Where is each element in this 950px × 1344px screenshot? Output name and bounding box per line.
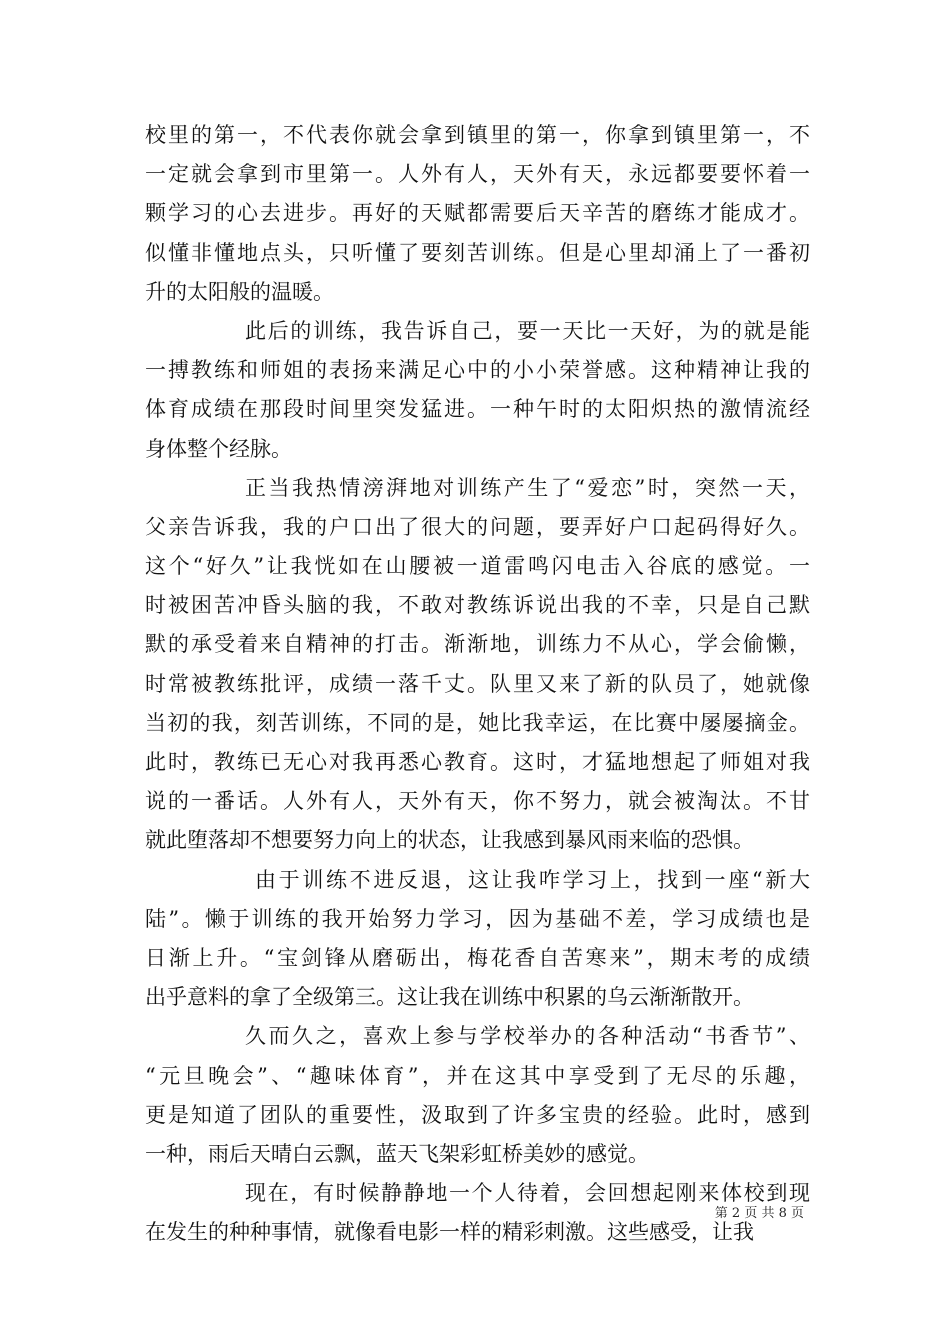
page-number-footer: 第 2 页 共 8 页 bbox=[714, 1206, 804, 1221]
text-line: 出乎意料的拿了全级第三。这让我在训练中积累的乌云渐渐散开。 bbox=[145, 985, 754, 1010]
text-line: 陆”。懒于训练的我开始努力学习，因为基础不差，学习成绩也是 bbox=[145, 906, 810, 931]
text-line: 说的一番话。人外有人，天外有天，你不努力，就会被淘汰。不甘 bbox=[145, 789, 810, 814]
body-text bbox=[145, 116, 810, 1252]
text-line: 时常被教练批评，成绩一落千丈。队里又来了新的队员了，她就像 bbox=[145, 671, 810, 696]
text-line: 当初的我，刻苦训练，不同的是，她比我幸运，在比赛中屡屡摘金。 bbox=[145, 710, 810, 735]
paragraph-first-line: 正当我热情滂湃地对训练产生了“爱恋”时，突然一天， bbox=[245, 475, 810, 500]
text-line: “元旦晚会”、“趣味体育”，并在这其中享受到了无尽的乐趣， bbox=[145, 1063, 810, 1088]
text-line: 父亲告诉我，我的户口出了很大的问题，要弄好户口起码得好久。 bbox=[145, 514, 810, 539]
text-line: 在发生的种种事情，就像看电影一样的精彩刺激。这些感受，让我 bbox=[145, 1220, 754, 1245]
text-line: 体育成绩在那段时间里突发猛进。一种午时的太阳炽热的激情流经 bbox=[145, 397, 810, 422]
text-line: 默的承受着来自精神的打击。渐渐地，训练力不从心，学会偷懒， bbox=[145, 632, 810, 657]
text-line: 就此堕落却不想要努力向上的状态，让我感到暴风雨来临的恐惧。 bbox=[145, 828, 754, 853]
text-line: 升的太阳般的温暖。 bbox=[145, 279, 334, 304]
text-line: 一定就会拿到市里第一。人外有人，天外有天，永远都要要怀着一 bbox=[145, 162, 810, 187]
text-line: 颗学习的心去进步。再好的天赋都需要后天辛苦的磨练才能成才。 bbox=[145, 201, 810, 226]
text-line: 似懂非懂地点头，只听懂了要刻苦训练。但是心里却涌上了一番初 bbox=[145, 240, 810, 265]
text-line: 日渐上升。“宝剑锋从磨砺出，梅花香自苦寒来”，期末考的成绩 bbox=[145, 945, 810, 970]
text-line: 身体整个经脉。 bbox=[145, 436, 292, 461]
text-line: 此时，教练已无心对我再悉心教育。这时，才猛地想起了师姐对我 bbox=[145, 750, 810, 774]
paragraph-first-line: 久而久之，喜欢上参与学校举办的各种活动“书香节”、 bbox=[245, 1024, 810, 1049]
text-line: 这个“好久”让我恍如在山腰被一道雷鸣闪电击入谷底的感觉。一 bbox=[145, 554, 810, 579]
paragraph-first-line: 由于训练不进反退，这让我咋学习上，找到一座“新大 bbox=[255, 867, 810, 892]
text-line: 一种，雨后天晴白云飘，蓝天飞架彩虹桥美妙的感觉。 bbox=[145, 1141, 649, 1166]
text-line: 更是知道了团队的重要性，汲取到了许多宝贵的经验。此时，感到 bbox=[145, 1102, 810, 1127]
text-line: 时被困苦冲昏头脑的我，不敢对教练诉说出我的不幸，只是自己默 bbox=[145, 593, 810, 618]
text-line: 校里的第一，不代表你就会拿到镇里的第一，你拿到镇里第一，不 bbox=[145, 123, 810, 147]
text-line: 一搏教练和师姐的表扬来满足心中的小小荣誉感。这种精神让我的 bbox=[145, 358, 810, 383]
paragraph-first-line: 此后的训练，我告诉自己，要一天比一天好，为的就是能 bbox=[245, 318, 810, 343]
paragraph-first-line: 现在，有时候静静地一个人待着，会回想起刚来体校到现 bbox=[245, 1181, 810, 1206]
